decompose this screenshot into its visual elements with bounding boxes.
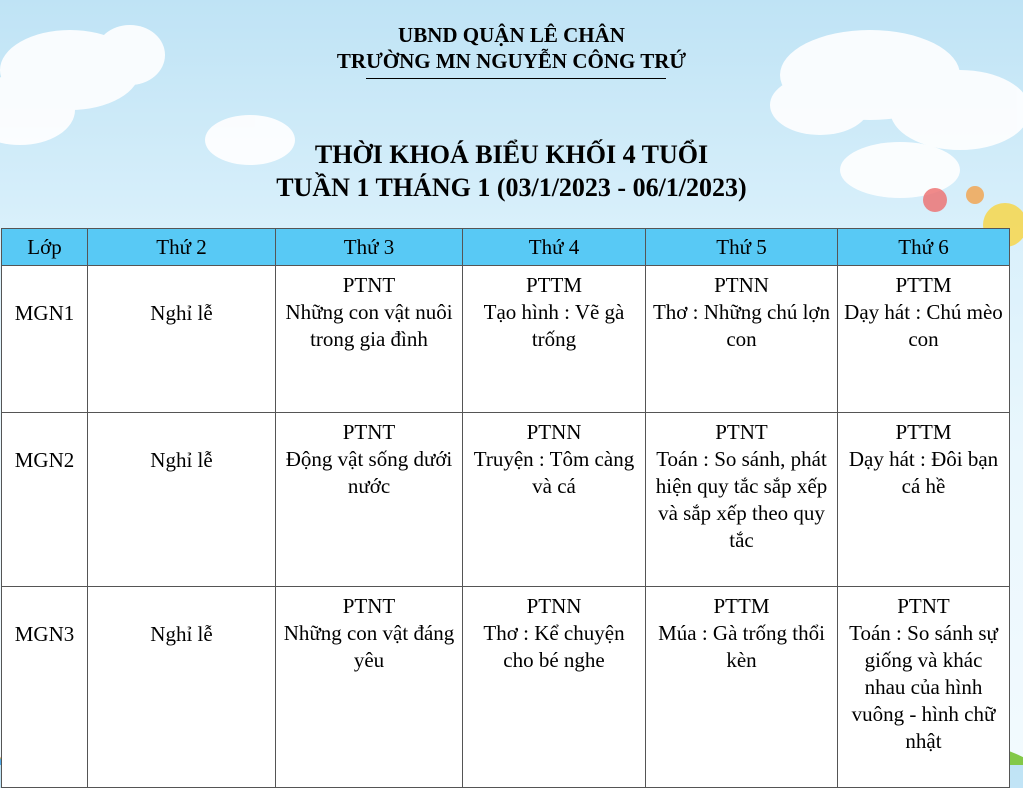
area-text: PTNT	[342, 594, 396, 618]
activity-text: Nghỉ lễ	[150, 622, 213, 646]
area-text: PTNT	[342, 420, 396, 444]
column-header-friday: Thứ 6	[838, 229, 1010, 266]
activity-text: Thơ : Kể chuyện cho bé nghe	[483, 621, 625, 672]
area-text: PTTM	[525, 273, 582, 297]
activity-text: Những con vật nuôi trong gia đình	[285, 300, 453, 351]
activity-text: Múa : Gà trống thổi kèn	[658, 621, 825, 672]
area-text: PTTM	[713, 594, 770, 618]
table-row	[2, 413, 1010, 587]
page-title	[0, 138, 1023, 204]
activity-text: Động vật sống dưới nước	[285, 447, 453, 498]
schedule-cell	[646, 413, 838, 587]
activity-text: Toán : So sánh sự giống và khác nhau của hình vuông - hình chữ nhật	[849, 621, 998, 753]
timetable	[1, 228, 1010, 788]
column-header-wednesday: Thứ 4	[463, 229, 646, 266]
schedule-cell	[276, 266, 463, 413]
activity-text: Toán : So sánh, phát hiện quy tắc sắp xếp và sắp xếp theo quy tắc	[655, 447, 828, 552]
activity-text: Tạo hình : Vẽ gà trống	[483, 300, 625, 351]
table-row	[2, 266, 1010, 413]
activity-text: Những con vật đáng yêu	[283, 621, 455, 672]
schedule-cell	[276, 587, 463, 788]
table-header-row	[2, 229, 1010, 266]
header-divider	[366, 78, 666, 79]
schedule-cell	[646, 266, 838, 413]
area-text: PTTM	[895, 273, 952, 297]
table-row	[2, 587, 1010, 788]
school-name: TRƯỜNG MN NGUYỄN CÔNG TRỨ	[336, 49, 687, 73]
schedule-cell	[463, 266, 646, 413]
class-cell: MGN1	[2, 266, 88, 413]
schedule-cell	[276, 413, 463, 587]
column-header-class: Lớp	[2, 229, 88, 266]
activity-text: Nghỉ lễ	[150, 301, 213, 325]
schedule-cell	[646, 587, 838, 788]
schedule-cell	[838, 587, 1010, 788]
schedule-cell	[463, 587, 646, 788]
class-cell: MGN2	[2, 413, 88, 587]
title-line-2: TUẦN 1 THÁNG 1 (03/1/2023 - 06/1/2023)	[276, 173, 747, 202]
district-name: UBND QUẬN LÊ CHÂN	[398, 23, 625, 47]
class-cell: MGN3	[2, 587, 88, 788]
activity-text: Dạy hát : Chú mèo con	[844, 300, 1003, 351]
area-text: PTNN	[526, 594, 582, 618]
column-header-thursday: Thứ 5	[646, 229, 838, 266]
school-header	[0, 22, 1023, 74]
activity-text: Thơ : Những chú lợn con	[652, 300, 831, 351]
title-line-1: THỜI KHOÁ BIỂU KHỐI 4 TUỔI	[314, 140, 709, 169]
schedule-cell	[88, 266, 276, 413]
schedule-cell	[838, 413, 1010, 587]
activity-text: Dạy hát : Đôi bạn cá hề	[848, 447, 999, 498]
area-text: PTNT	[342, 273, 396, 297]
area-text: PTNT	[897, 594, 950, 618]
activity-text: Truyện : Tôm càng và cá	[473, 447, 635, 498]
activity-text: Nghỉ lễ	[150, 448, 213, 472]
area-text: PTNT	[715, 420, 768, 444]
schedule-cell	[838, 266, 1010, 413]
schedule-cell	[88, 587, 276, 788]
area-text: PTNN	[714, 273, 769, 297]
area-text: PTNN	[526, 420, 582, 444]
area-text: PTTM	[895, 420, 952, 444]
schedule-cell	[463, 413, 646, 587]
schedule-cell	[88, 413, 276, 587]
column-header-tuesday: Thứ 3	[276, 229, 463, 266]
column-header-monday: Thứ 2	[88, 229, 276, 266]
